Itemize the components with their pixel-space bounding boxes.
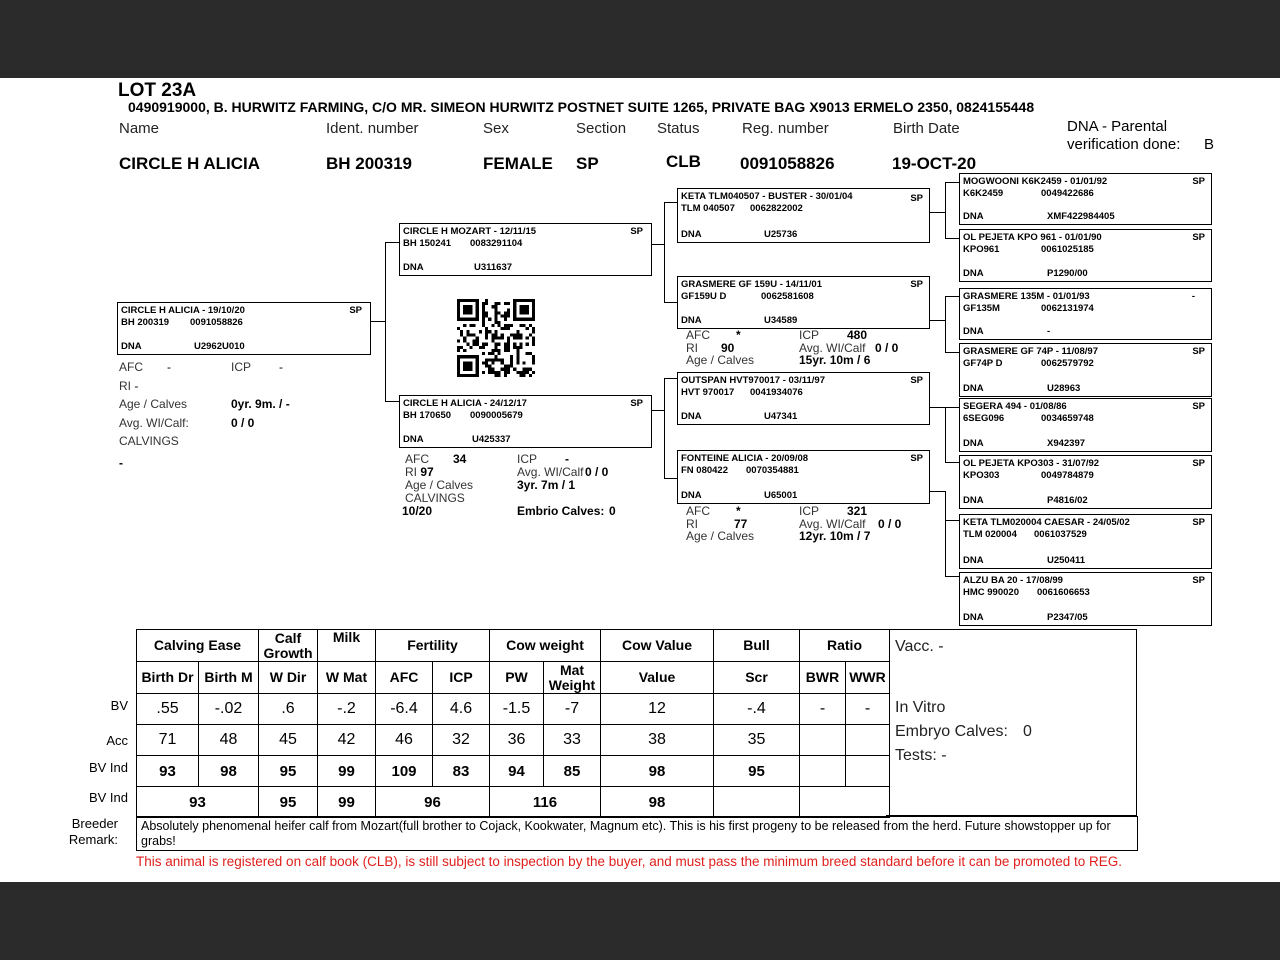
self-performance: AFC - ICP - RI - Age / Calves 0yr. 9m. / - Avg. WI/Calf: 0 / 0 CALVINGS - <box>119 360 290 470</box>
connector <box>945 576 959 577</box>
birth-label: Birth Date <box>893 120 960 137</box>
bv-ind-group-cell: 116 <box>490 787 601 818</box>
ident-label: Ident. number <box>326 120 419 137</box>
group-header: Ratio <box>800 630 890 662</box>
connector <box>385 242 386 402</box>
connector <box>930 212 946 213</box>
connector <box>664 202 665 303</box>
table-group-header-row <box>137 630 890 662</box>
column-header: WWR <box>846 662 890 694</box>
pedigree-box-sire-sire: KETA TLM040507 - BUSTER - 30/01/04 SP TLM 040507 0062822002 DNA U25736 <box>677 188 930 243</box>
bv-cell: .6 <box>259 694 318 725</box>
connector <box>385 401 399 402</box>
column-header: Birth M <box>199 662 259 694</box>
connector <box>945 296 946 353</box>
animal-status: CLB <box>666 152 701 171</box>
name-label: Name <box>119 120 160 137</box>
pedigree-box-dam: CIRCLE H ALICIA - 24/12/17 SP BH 170650 0090005679 DNA U425337 <box>399 395 652 448</box>
animal-name: CIRCLE H ALICIA <box>119 154 261 173</box>
group-header: Cow Value <box>601 630 714 662</box>
bv-cell: - <box>800 694 846 725</box>
column-header: Value <box>601 662 714 694</box>
breeding-values-table <box>136 629 890 818</box>
bv-cell: -6.4 <box>376 694 433 725</box>
bv-ind-cell: 95 <box>714 756 800 787</box>
bv-cell: -.02 <box>199 694 259 725</box>
column-header: BWR <box>800 662 846 694</box>
table-row-bv <box>137 694 890 725</box>
bv-ind-group-cell: 98 <box>601 787 714 818</box>
table-subheader-row <box>137 662 890 694</box>
dna-parental-value: B <box>1204 136 1215 153</box>
animal-ident: BH 200319 <box>326 154 413 173</box>
row-label-acc: Acc <box>106 733 128 748</box>
connector <box>945 238 959 239</box>
column-header: W Dir <box>259 662 318 694</box>
table-row-acc <box>137 725 890 756</box>
pedigree-box-sss: MOGWOONI K6K2459 - 01/01/92 SP K6K2459 0049422686 DNA XMF422984405 <box>959 173 1212 225</box>
table-row-bv-ind <box>137 756 890 787</box>
status-label: Status <box>657 120 700 137</box>
acc-cell: 33 <box>544 725 601 756</box>
breeder-remark-label: Breeder Remark: <box>68 816 118 847</box>
column-header: AFC <box>376 662 433 694</box>
bv-ind-cell: 94 <box>490 756 544 787</box>
pedigree-box-ddd: ALZU BA 20 - 17/08/99 SP HMC 990020 0061606653 DNA P2347/05 <box>959 572 1212 626</box>
connector <box>930 320 946 321</box>
connector <box>945 407 959 408</box>
bv-ind-cell: 99 <box>318 756 376 787</box>
column-header: ICP <box>433 662 490 694</box>
connector <box>664 302 677 303</box>
bv-cell: - <box>846 694 890 725</box>
bv-ind-cell <box>846 756 890 787</box>
connector <box>945 352 959 353</box>
pedigree-box-sire-dam: GRASMERE GF 159U - 14/11/01 SP GF159U D 0062581608 DNA U34589 <box>677 276 930 329</box>
bv-ind-cell: 109 <box>376 756 433 787</box>
bv-cell: -1.5 <box>490 694 544 725</box>
bv-ind-cell: 95 <box>259 756 318 787</box>
embryo-calves: Embryo Calves: 0 <box>895 723 1032 740</box>
row-label-bv: BV <box>110 698 128 713</box>
sex-label: Sex <box>483 120 509 137</box>
acc-cell: 46 <box>376 725 433 756</box>
column-header: Scr <box>714 662 800 694</box>
pedigree-box-dam-sire: OUTSPAN HVT970017 - 03/11/97 SP HVT 970017 0041934076 DNA U47341 <box>677 372 930 425</box>
bv-cell: 4.6 <box>433 694 490 725</box>
qr-code-icon <box>455 299 537 377</box>
group-header: Fertility <box>376 630 490 662</box>
group-header: Cow weight <box>490 630 601 662</box>
bv-ind-group-cell <box>800 787 890 818</box>
group-header: Calving Ease <box>137 630 259 662</box>
owner-details: 0490919000, B. HURWITZ FARMING, C/O MR. SIMEON HURWITZ POSTNET SUITE 1265, PRIVATE BAG X9013 ERMELO 2350, 0824155448 <box>128 99 1035 115</box>
bv-cell: .55 <box>137 694 199 725</box>
group-header: Bull <box>714 630 800 662</box>
bv-ind-group-cell: 95 <box>259 787 318 818</box>
acc-cell <box>800 725 846 756</box>
dam-performance: AFC 34 ICP - RI 97 Avg. WI/Calf 0 / 0 Age / Calves 3yr. 7m / 1 CALVINGS 10/20 Embrio Calves: 0 <box>402 452 616 518</box>
sire-dam-performance: AFC * ICP 480 RI 90 Avg. WI/Calf 0 / 0 Age / Calves 15yr. 10m / 6 <box>686 328 899 367</box>
connector <box>664 478 677 479</box>
table-row-bv-ind-group <box>137 787 890 818</box>
connector <box>664 202 677 203</box>
tests-text: Tests: - <box>895 747 947 764</box>
connector <box>945 462 959 463</box>
pedigree-certificate <box>0 78 1280 882</box>
acc-cell: 42 <box>318 725 376 756</box>
animal-sex: FEMALE <box>483 154 553 173</box>
connector <box>664 378 665 479</box>
pedigree-box-ssd: OL PEJETA KPO 961 - 01/01/90 SP KPO961 0061025185 DNA P1290/00 <box>959 229 1212 282</box>
column-header: Birth Dr <box>137 662 199 694</box>
connector <box>945 296 959 297</box>
dna-parental-label: DNA - Parental verification done: B <box>1067 118 1215 153</box>
pedigree-box-dss: SEGERA 494 - 01/08/86 SP 6SEG096 0034659748 DNA X942397 <box>959 398 1212 452</box>
bv-ind-cell: 93 <box>137 756 199 787</box>
bv-ind-cell: 98 <box>601 756 714 787</box>
breeder-remark: Absolutely phenomenal heifer calf from Mozart(full brother to Cojack, Kookwater, Magnum etc). This is his first progeny to be released from the herd. Future showstopper up for grabs! <box>136 816 1138 851</box>
bv-cell: -.4 <box>714 694 800 725</box>
column-header: PW <box>490 662 544 694</box>
lot-number: LOT 23A <box>118 80 197 101</box>
dam-dam-performance: AFC * ICP 321 RI 77 Avg. WI/Calf 0 / 0 Age / Calves 12yr. 10m / 7 <box>686 504 902 543</box>
animal-birth: 19-OCT-20 <box>892 154 977 173</box>
pedigree-box-dds: KETA TLM020004 CAESAR - 24/05/02 SP TLM 020004 0061037529 DNA U250411 <box>959 514 1212 569</box>
connector <box>945 491 946 577</box>
bv-cell: -7 <box>544 694 601 725</box>
animal-section: SP <box>576 154 599 173</box>
connector <box>371 321 386 322</box>
connector <box>945 182 959 183</box>
row-label-bv-ind-group: BV Ind <box>88 790 128 805</box>
bv-ind-group-cell: 96 <box>376 787 490 818</box>
pedigree-box-self: CIRCLE H ALICIA - 19/10/20 SP BH 200319 0091058826 DNA U2962U010 <box>117 302 371 355</box>
connector <box>930 407 946 408</box>
acc-cell: 35 <box>714 725 800 756</box>
acc-cell: 45 <box>259 725 318 756</box>
group-header: Milk <box>318 630 376 662</box>
bv-ind-cell: 98 <box>199 756 259 787</box>
bv-ind-group-cell: 99 <box>318 787 376 818</box>
connector <box>930 491 946 492</box>
acc-cell: 36 <box>490 725 544 756</box>
connector <box>945 182 946 239</box>
connector <box>385 242 399 243</box>
column-header: W Mat <box>318 662 376 694</box>
bv-ind-group-cell <box>714 787 800 818</box>
pedigree-box-dam-dam: FONTEINE ALICIA - 20/09/08 SP FN 080422 0070354881 DNA U65001 <box>677 450 930 504</box>
bv-cell: -.2 <box>318 694 376 725</box>
pedigree-box-dsd: OL PEJETA KPO303 - 31/07/92 SP KPO303 0049784879 DNA P4816/02 <box>959 455 1212 509</box>
connector <box>945 407 946 463</box>
acc-cell: 71 <box>137 725 199 756</box>
invitro-text: In Vitro <box>895 699 946 716</box>
pedigree-box-sdd: GRASMERE GF 74P - 11/08/97 SP GF74P D 0062579792 DNA U28963 <box>959 343 1212 397</box>
section-label: Section <box>576 120 627 137</box>
acc-cell: 48 <box>199 725 259 756</box>
acc-cell: 32 <box>433 725 490 756</box>
animal-reg: 0091058826 <box>740 154 835 173</box>
bv-ind-cell: 83 <box>433 756 490 787</box>
reg-label: Reg. number <box>742 120 829 137</box>
row-label-bv-ind: BV Ind <box>88 760 128 775</box>
bv-ind-group-cell: 93 <box>137 787 259 818</box>
bv-ind-cell <box>800 756 846 787</box>
extra-info-panel <box>886 629 1137 816</box>
connector <box>945 520 959 521</box>
column-header: Mat Weight <box>544 662 601 694</box>
group-header: Calf Growth <box>259 630 318 662</box>
pedigree-box-sire: CIRCLE H MOZART - 12/11/15 SP BH 150241 0083291104 DNA U311637 <box>399 223 652 276</box>
bv-cell: 12 <box>601 694 714 725</box>
pedigree-box-sds: GRASMERE 135M - 01/01/93 - GF135M 0062131974 DNA - <box>959 288 1212 340</box>
acc-cell <box>846 725 890 756</box>
bv-ind-cell: 85 <box>544 756 601 787</box>
connector <box>664 378 677 379</box>
registration-warning: This animal is registered on calf book (CLB), is still subject to inspection by the buyer, and must pass the minimum breed standard before it can be promoted to REG. <box>136 854 1122 869</box>
vacc-text: Vacc. - <box>895 638 944 655</box>
acc-cell: 38 <box>601 725 714 756</box>
